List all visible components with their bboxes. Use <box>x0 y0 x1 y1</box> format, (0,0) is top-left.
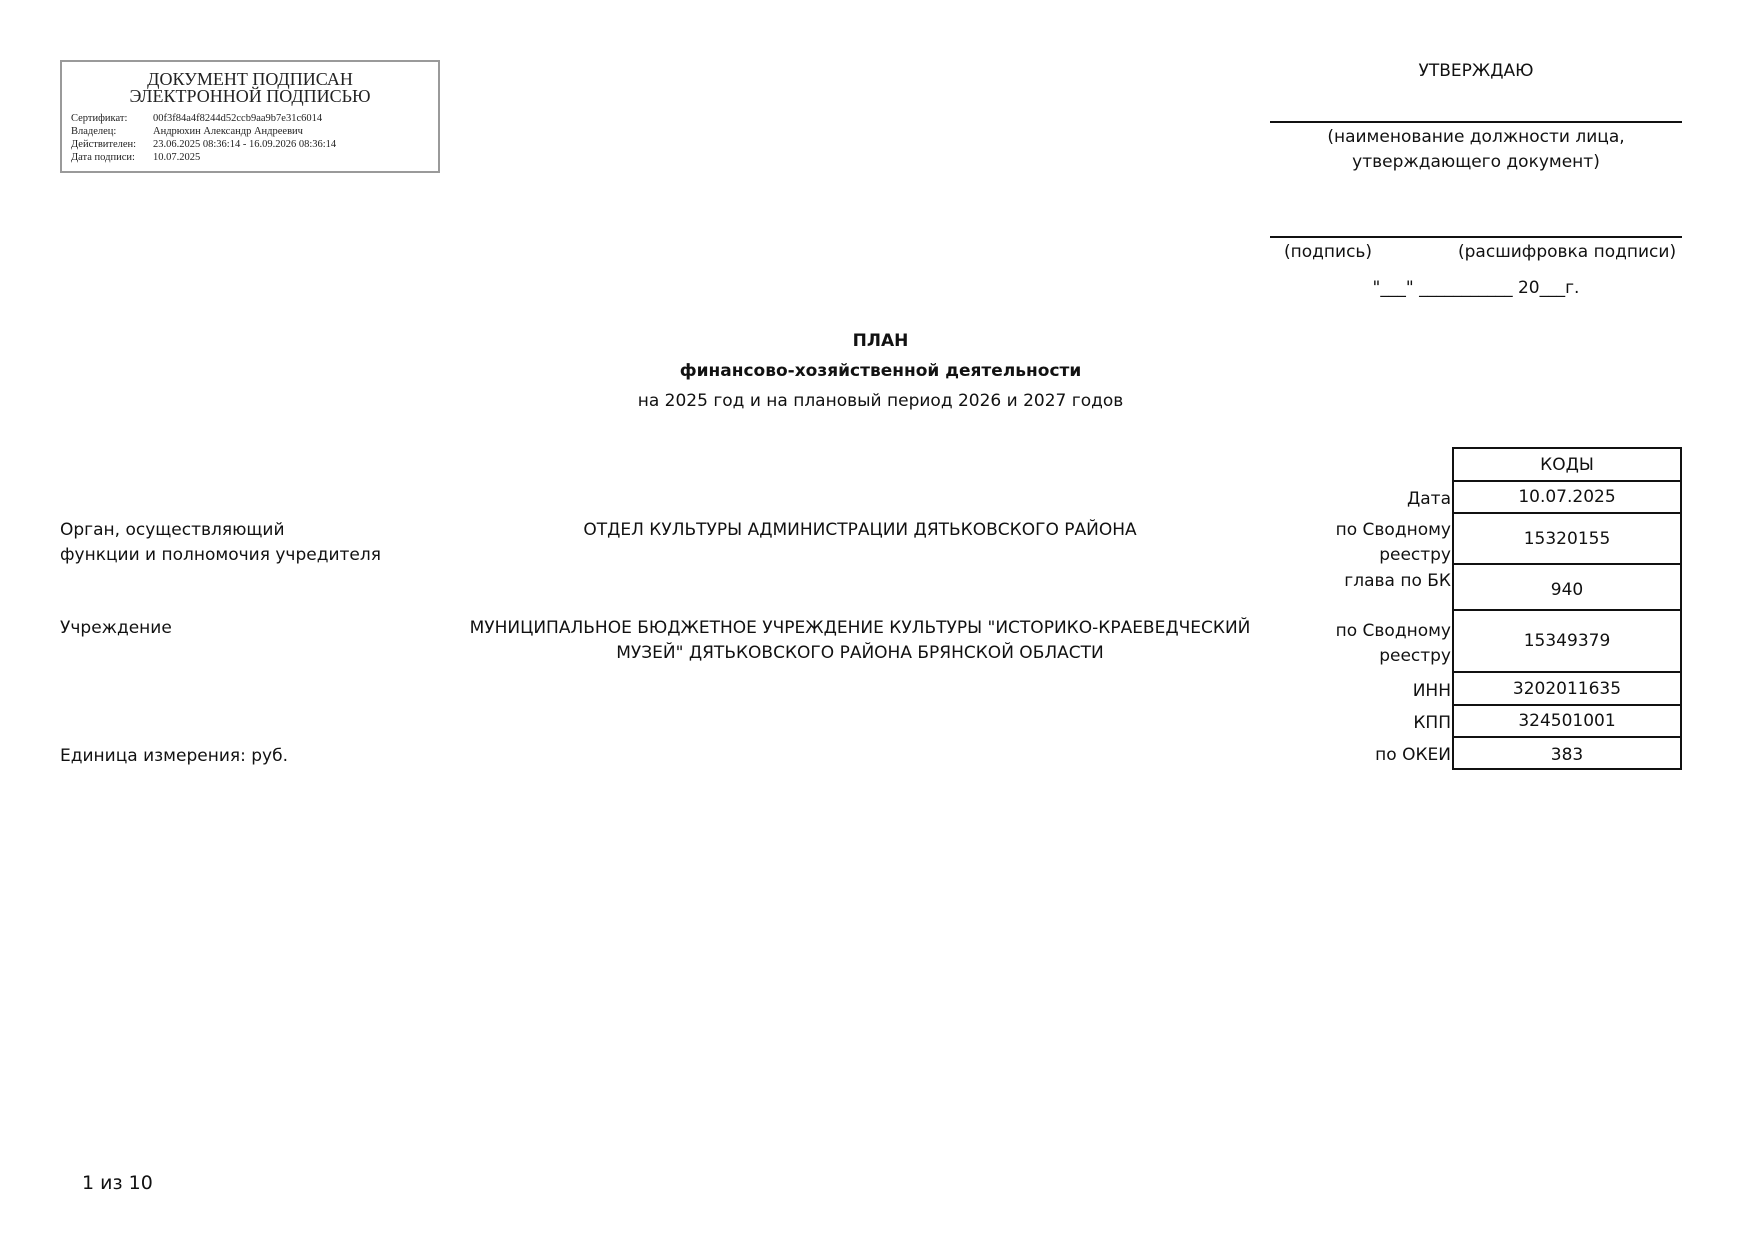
stamp-title-line1: ДОКУМЕНТ ПОДПИСАН <box>147 69 353 89</box>
code-label-bk-chapter: глава по БК <box>1344 571 1451 591</box>
stamp-row-valid <box>71 139 336 151</box>
stamp-row-certificate <box>71 113 322 125</box>
stamp-value: 23.06.2025 08:36:14 - 16.09.2026 08:36:14 <box>153 139 337 150</box>
document-period: на 2025 год и на плановый период 2026 и 2027 годов <box>637 391 1124 411</box>
stamp-key: Действителен: <box>71 139 137 150</box>
document-title: ПЛАН <box>852 331 909 351</box>
institution-value-line2: МУЗЕЙ" ДЯТЬКОВСКОГО РАЙОНА БРЯНСКОЙ ОБЛАСТИ <box>616 643 1104 663</box>
stamp-key: Владелец: <box>71 126 117 137</box>
approval-date-line: "___" ___________ 20___г. <box>1372 278 1580 298</box>
document-subtitle: финансово-хозяйственной деятельности <box>679 361 1082 381</box>
code-label-inn: ИНН <box>1412 681 1451 701</box>
code-label-registry1-line1: по Сводному <box>1335 520 1451 540</box>
code-value-registry1: 15320155 <box>1453 513 1681 564</box>
unit-label: Единица измерения: руб. <box>60 746 288 766</box>
code-value-inn: 3202011635 <box>1453 672 1681 705</box>
institution-label: Учреждение <box>60 618 172 638</box>
signature-caption: (подпись) <box>1284 242 1373 262</box>
stamp-value: Андрюхин Александр Андреевич <box>153 126 303 137</box>
position-caption-line1: (наименование должности лица, <box>1327 127 1625 147</box>
signature-underline <box>1270 236 1682 238</box>
stamp-key: Сертификат: <box>71 113 128 124</box>
code-value-registry2: 15349379 <box>1453 610 1681 672</box>
stamp-row-sign-date <box>71 152 200 164</box>
codes-header: КОДЫ <box>1453 448 1681 481</box>
code-value-kpp: 324501001 <box>1453 705 1681 737</box>
stamp-value: 00f3f84a4f8244d52ccb9aa9b7e31c6014 <box>153 113 323 124</box>
founder-label-line1: Орган, осуществляющий <box>60 520 285 540</box>
institution-value-line1: МУНИЦИПАЛЬНОЕ БЮДЖЕТНОЕ УЧРЕЖДЕНИЕ КУЛЬТУРЫ "ИСТОРИКО-КРАЕВЕДЧЕСКИЙ <box>469 618 1251 638</box>
code-label-registry2-line2: реестру <box>1379 646 1451 666</box>
approval-heading: УТВЕРЖДАЮ <box>1418 61 1534 81</box>
code-value-okei: 383 <box>1453 737 1681 769</box>
code-label-registry2-line1: по Сводному <box>1335 621 1451 641</box>
code-label-kpp: КПП <box>1413 713 1451 733</box>
position-caption-line2: утверждающего документ) <box>1352 152 1600 172</box>
codes-table <box>1452 447 1682 770</box>
founder-label-line2: функции и полномочия учредителя <box>60 545 381 565</box>
electronic-signature-stamp <box>60 60 440 173</box>
code-label-date: Дата <box>1406 489 1451 509</box>
code-label-registry1-line2: реестру <box>1379 545 1451 565</box>
position-underline <box>1270 121 1682 123</box>
code-value-date: 10.07.2025 <box>1453 481 1681 513</box>
stamp-title-line2: ЭЛЕКТРОННОЙ ПОДПИСЬЮ <box>129 86 371 106</box>
signature-decoding-caption: (расшифровка подписи) <box>1458 242 1677 262</box>
stamp-key: Дата подписи: <box>71 152 135 163</box>
founder-value: ОТДЕЛ КУЛЬТУРЫ АДМИНИСТРАЦИИ ДЯТЬКОВСКОГО РАЙОНА <box>583 520 1137 540</box>
page-indicator: 1 из 10 <box>82 1172 153 1194</box>
stamp-row-owner <box>71 126 303 138</box>
code-value-bk-chapter: 940 <box>1453 564 1681 610</box>
code-label-okei: по ОКЕИ <box>1375 745 1451 765</box>
stamp-value: 10.07.2025 <box>153 152 201 163</box>
